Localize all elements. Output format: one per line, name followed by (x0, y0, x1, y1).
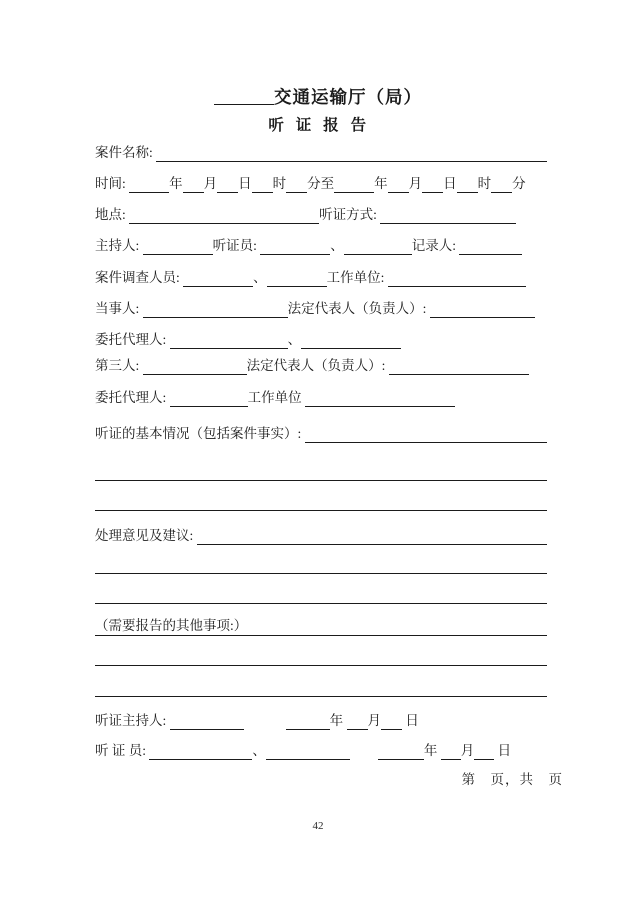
form-line-hearer-signature-date (95, 742, 547, 760)
field-label: 、 (330, 238, 344, 253)
field-label: 听证方式: (319, 207, 381, 222)
blank-field (217, 175, 238, 193)
blank-field (334, 175, 374, 193)
spacer (244, 712, 286, 730)
field-label: 时 (272, 176, 287, 191)
form-body (95, 0, 563, 900)
form-line-location-and-method (95, 206, 547, 224)
field-label: 时间: (95, 176, 130, 191)
form-line-third-party (95, 357, 547, 375)
form-line-entrusted-agent-2 (95, 389, 547, 407)
form-line-host-and-hearers (95, 237, 547, 255)
field-label: 年 (374, 176, 388, 191)
blank-field (457, 175, 478, 193)
field-label: 时 (477, 176, 492, 191)
field-label: 日 (494, 743, 512, 758)
blank-field (389, 357, 529, 375)
form-line-blank-rule-6 (95, 678, 547, 697)
form-line-blank-rule-3 (95, 555, 547, 574)
field-label: 日 (443, 176, 457, 191)
blank-field (305, 389, 455, 407)
field-label: 月 (203, 176, 218, 191)
blank-field (286, 175, 307, 193)
field-label: 听证员: (212, 238, 261, 253)
form-line-time (95, 175, 547, 193)
field-label: 日 (238, 176, 252, 191)
field-label: 分 (512, 176, 526, 191)
form-line-blank-rule-4 (95, 585, 547, 604)
field-label: 日 (402, 713, 419, 728)
form-line-handling-opinion (95, 527, 547, 545)
field-label: 主持人: (95, 238, 143, 253)
blank-field (143, 237, 213, 255)
page-number: 42 (312, 820, 324, 832)
field-label: 、 (287, 332, 302, 347)
field-label: 年 (329, 713, 347, 728)
field-label: 、 (253, 270, 267, 285)
blank-field (197, 527, 547, 545)
field-label: 法定代表人（负责人）: (246, 358, 389, 373)
form-line-party (95, 300, 547, 318)
blank-field (286, 712, 330, 730)
blank-field (183, 269, 253, 287)
other-items-label: （需要报告的其他事项:） (95, 618, 248, 633)
blank-field (441, 742, 461, 760)
field-label: 月 (460, 743, 475, 758)
blank-field (380, 206, 516, 224)
field-label: 听证主持人: (95, 713, 170, 728)
field-label: 月 (367, 713, 382, 728)
pagination-label: 第 页，共 页 (461, 772, 563, 787)
blank-field (422, 175, 443, 193)
blank-field (344, 237, 412, 255)
field-label: 处理意见及建议: (95, 528, 197, 543)
field-label: 法定代表人（负责人）: (287, 301, 430, 316)
form-line-other-items (95, 617, 547, 636)
blank-field (252, 175, 273, 193)
form-line-case-investigators (95, 269, 547, 287)
field-label: 、 (252, 743, 266, 758)
field-label: 年 (423, 743, 441, 758)
field-label: 分至 (307, 176, 335, 191)
blank-field (474, 742, 494, 760)
blank-field (266, 742, 350, 760)
blank-field (378, 742, 424, 760)
blank-field (381, 712, 402, 730)
form-line-blank-rule-5 (95, 647, 547, 666)
blank-field (459, 237, 522, 255)
field-label: 月 (408, 176, 423, 191)
field-label: 委托代理人: (95, 390, 170, 405)
blank-field (388, 269, 526, 287)
field-label: 听证的基本情况（包括案件事实）: (95, 426, 305, 441)
field-label: 工作单位 (247, 390, 306, 405)
form-line-case-name (95, 144, 547, 162)
blank-field (143, 300, 288, 318)
blank-field (301, 331, 401, 349)
blank-field (305, 425, 547, 443)
field-label: 听 证 员: (95, 743, 150, 758)
blank-field (170, 389, 248, 407)
field-label: 案件名称: (95, 145, 157, 160)
blank-field (129, 175, 169, 193)
form-line-blank-rule-1 (95, 462, 547, 481)
field-label: 委托代理人: (95, 332, 170, 347)
blank-field (156, 144, 547, 162)
form-line-host-signature-date (95, 712, 547, 730)
field-label: 地点: (95, 207, 130, 222)
spacer (350, 742, 378, 760)
field-label: 案件调查人员: (95, 270, 184, 285)
field-label: 年 (169, 176, 183, 191)
blank-field (183, 175, 204, 193)
blank-field (170, 712, 244, 730)
blank-field (388, 175, 409, 193)
blank-field (170, 331, 288, 349)
blank-field (347, 712, 368, 730)
field-label: 记录人: (411, 238, 460, 253)
blank-field (267, 269, 327, 287)
form-subtitle: 听 证 报 告 (268, 117, 368, 134)
form-line-pagination (111, 771, 563, 789)
form-line-blank-rule-2 (95, 492, 547, 511)
blank-field (430, 300, 535, 318)
blank-field (149, 742, 252, 760)
field-label: 工作单位: (326, 270, 388, 285)
field-label: 当事人: (95, 301, 143, 316)
form-line-entrusted-agent-1 (95, 331, 547, 349)
form-line-hearing-basic-facts (95, 425, 547, 443)
blank-field (143, 357, 247, 375)
blank-field (260, 237, 330, 255)
blank-field (491, 175, 512, 193)
blank-field (129, 206, 319, 224)
field-label: 第三人: (95, 358, 143, 373)
form-title: 交通运输厅（局） (274, 87, 422, 107)
